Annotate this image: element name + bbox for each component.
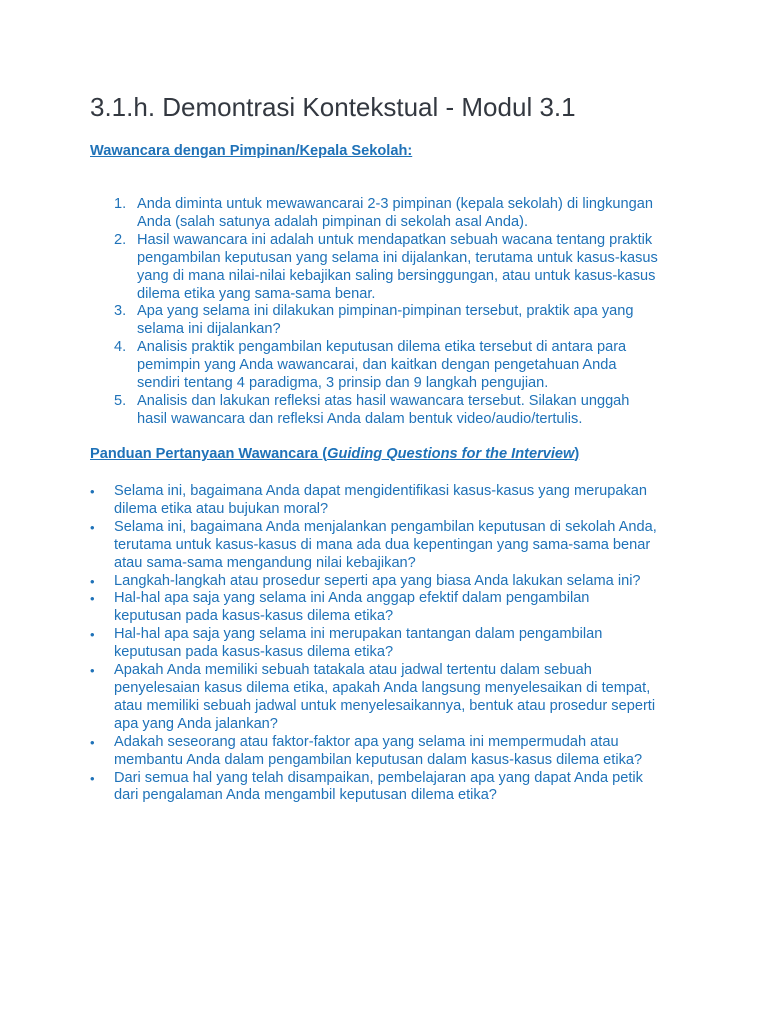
list-item-line: Anda diminta untuk mewawancarai 2-3 pimpinan (kepala sekolah) di lingkungan	[137, 196, 653, 212]
list-item	[90, 734, 690, 770]
guiding-questions-list	[90, 483, 690, 805]
list-item-line: yang di mana nilai-nilai kebajikan saling bersinggungan, atau untuk kasus-kasus	[137, 267, 656, 284]
list-item-line: dari pengalaman Anda mengambil keputusan dilema etika?	[114, 787, 497, 804]
bullet-icon: •	[90, 770, 95, 786]
list-item-line: Hasil wawancara ini adalah untuk mendapatkan sebuah wacana tentang praktik	[137, 231, 653, 248]
list-number: 3.	[114, 303, 127, 320]
list-item-line: selama ini dijalankan?	[137, 321, 281, 338]
list-item	[90, 573, 690, 591]
list-number: 5.	[114, 392, 127, 409]
bullet-icon: •	[90, 663, 95, 679]
list-item-line: hasil wawancara dan refleksi Anda dalam bentuk video/audio/tertulis.	[137, 410, 583, 427]
list-item	[90, 662, 690, 734]
bullet-icon: •	[90, 591, 95, 607]
list-item-line: dilema etika atau bujukan moral?	[114, 500, 329, 517]
list-item-line: Langkah-langkah atau prosedur seperti apa yang biasa Anda lakukan selama ini?	[114, 572, 641, 589]
bullet-icon: •	[90, 734, 95, 750]
list-item-line: atau memiliki sebuah jadwal untuk menyelesaikannya, bentuk atau prosedur seperti	[114, 697, 656, 714]
bullet-icon: •	[90, 519, 95, 535]
heading-suffix: )	[574, 446, 580, 462]
list-item-line: Dari semua hal yang telah disampaikan, pembelajaran apa yang dapat Anda petik	[114, 769, 643, 786]
list-item-line: apa yang Anda jalankan?	[114, 715, 278, 732]
list-item	[90, 626, 690, 662]
list-item	[90, 196, 690, 232]
list-item-line: Analisis dan lakukan refleksi atas hasil wawancara tersebut. Silakan unggah	[137, 392, 630, 409]
list-item	[90, 393, 690, 429]
bullet-icon: •	[90, 484, 95, 499]
list-item-line: Analisis praktik pengambilan keputusan dilema etika tersebut di antara para	[137, 339, 627, 356]
list-item-line: Apakah Anda memiliki sebuah tatakala atau jadwal tertentu dalam sebuah	[114, 662, 592, 679]
heading-prefix: Panduan Pertanyaan Wawancara (	[90, 446, 328, 462]
list-item-line: Hal-hal apa saja yang selama ini Anda anggap efektif dalam pengambilan	[114, 590, 590, 607]
list-item	[90, 303, 690, 339]
list-item-line: pemimpin yang Anda wawancarai, dan kaitkan dengan pengetahuan Anda	[137, 357, 617, 374]
list-item-line: Apa yang selama ini dilakukan pimpinan-pimpinan tersebut, praktik apa yang	[137, 303, 634, 320]
list-item-line: penyelesaian kasus dilema etika, apakah Anda langsung menyelesaikan di tempat,	[114, 679, 651, 696]
heading-italic: Guiding Questions for the Interview	[327, 446, 575, 462]
list-item	[90, 232, 690, 304]
list-item-line: membantu Anda dalam pengambilan keputusan dalam kasus-kasus dilema etika?	[114, 751, 643, 768]
list-item-line: Selama ini, bagaimana Anda dapat mengidentifikasi kasus-kasus yang merupakan	[114, 483, 647, 499]
list-item-line: keputusan pada kasus-kasus dilema etika?	[114, 608, 394, 625]
list-item-line: terutama untuk kasus-kasus di mana ada dua kepentingan yang sama-sama benar	[114, 536, 651, 553]
list-item-line: Anda (salah satunya adalah pimpinan di sekolah asal Anda).	[137, 213, 529, 230]
list-item-line: sendiri tentang 4 paradigma, 3 prinsip dan 9 langkah pengujian.	[137, 375, 549, 392]
list-item-line: Selama ini, bagaimana Anda menjalankan pengambilan keputusan di sekolah Anda,	[114, 518, 657, 535]
section-heading-interview: Wawancara dengan Pimpinan/Kepala Sekolah:	[90, 143, 413, 159]
list-item	[90, 483, 690, 519]
list-item-line: keputusan pada kasus-kasus dilema etika?	[114, 644, 394, 661]
bullet-icon: •	[90, 627, 95, 643]
list-item	[90, 339, 690, 393]
list-number: 2.	[114, 231, 127, 248]
list-item-line: Hal-hal apa saja yang selama ini merupakan tantangan dalam pengambilan	[114, 626, 603, 643]
list-item-line: atau sama-sama mengandung nilai kebajikan?	[114, 554, 416, 571]
list-item	[90, 590, 690, 626]
list-item-line: dilema etika yang sama-sama benar.	[137, 285, 376, 302]
instructions-list	[90, 196, 690, 429]
list-number: 4.	[114, 339, 127, 356]
list-item	[90, 519, 690, 573]
bullet-icon: •	[90, 573, 95, 589]
section-heading-guiding-questions	[90, 446, 579, 462]
list-number: 1.	[114, 196, 127, 212]
page-title: 3.1.h. Demontrasi Kontekstual - Modul 3.1	[90, 92, 576, 122]
list-item-line: pengambilan keputusan yang selama ini dijalankan, terutama untuk kasus-kasus	[137, 249, 658, 266]
list-item-line: Adakah seseorang atau faktor-faktor apa yang selama ini mempermudah atau	[114, 733, 619, 750]
list-item	[90, 770, 690, 806]
